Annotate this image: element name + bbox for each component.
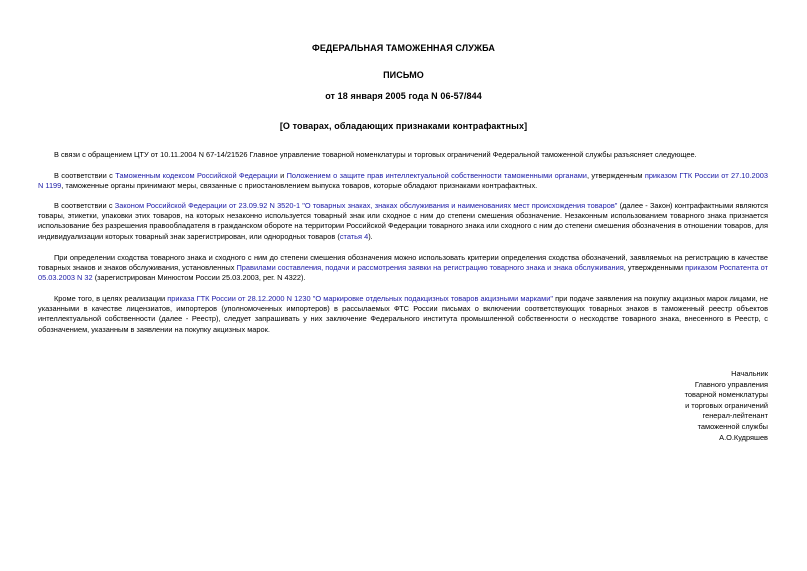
signatory-name: А.О.Кудряшев [719, 432, 768, 442]
link-gtk-order-1230[interactable]: приказа ГТК России от 28.12.2000 N 1230 "О маркировке отдельных подакцизных товаров акцизными марками" [167, 294, 553, 303]
link-article-4[interactable]: статья 4 [339, 231, 369, 241]
document-type: ПИСЬМО [383, 70, 424, 80]
p4-text-3: (зарегистрирован Минюстом России 25.03.2003, рег. N 4322). [92, 273, 306, 283]
signature-line: Главного управления [694, 379, 768, 389]
document-date-number: от 18 января 2005 года N 06-57/844 [325, 91, 482, 101]
paragraph-5 [38, 294, 768, 335]
paragraph-1 [38, 150, 768, 160]
signature-line: товарной номенклатуры [684, 390, 768, 400]
link-trademark-law[interactable]: Законом Российской Федерации от 23.09.92 N 3520-1 "О товарных знаках, знаках обслуживания и наименованиях мест происхождения товаров" [114, 201, 618, 210]
paragraph-1-text: В связи с обращением ЦТУ от 10.11.2004 N 67-14/21526 Главное управление товарной номенклатуры и торговых ограничений Федеральной таможенной службы разъясняет следующее. [54, 150, 697, 159]
signature-line: и торговых ограничений [685, 400, 768, 410]
p2-text-2: и [277, 171, 287, 180]
link-gtk-order-1199[interactable]: приказом ГТК России от 27.10.2003 N 1199 [38, 171, 768, 191]
link-ip-protection-regulation[interactable]: Положением о защите прав интеллектуальной собственности таможенными органами [286, 171, 587, 180]
signature-block [618, 369, 768, 443]
link-customs-code[interactable]: Таможенным кодексом Российской Федерации [115, 171, 278, 180]
p2-text-1: В соответствии с [54, 171, 116, 180]
document-subject: [О товарах, обладающих признаками контрафактных] [279, 121, 528, 131]
p4-text-2: , утвержденными [623, 263, 686, 273]
signature-line: генерал-лейтенант [702, 411, 768, 421]
p5-text-2: при подаче заявления на покупку акцизных марок лицами, не указанными в качестве лицензиатов, импортеров (уполномоченных импортеров) в рассылаемых ФТС России письмах о включении соответствующих товарных знаков в таможенный реестр объектов интеллектуальной собственности (далее - Реестр), следует запрашивать у них заключение Федерального института промышленной собственности о несходстве товарного знака, внесенного в Реестр, с обозначением, указанным в заявлении на покупку акцизных марок. [38, 294, 768, 334]
paragraph-4 [38, 253, 768, 284]
p3-text-3: ). [368, 231, 373, 241]
agency-title: ФЕДЕРАЛЬНАЯ ТАМОЖЕННАЯ СЛУЖБА [312, 43, 495, 53]
paragraph-2 [38, 171, 768, 191]
p2-text-4: , таможенные органы принимают меры, связанные с приостановлением выпуска товаров, которые обладают признаками контрафактных. [61, 181, 538, 191]
p3-text-1: В соответствии с [54, 201, 115, 210]
signature-line: таможенной службы [697, 421, 768, 431]
signature-line: Начальник [731, 369, 768, 378]
p5-text-1: Кроме того, в целях реализации [54, 294, 168, 303]
link-trademark-application-rules[interactable]: Правилами составления, подачи и рассмотрения заявки на регистрацию товарного знака и знака обслуживания [236, 263, 624, 273]
p3-text-2: (далее - Закон) контрафактными являются товары, этикетки, упаковки этих товаров, на которых незаконно используется товарный знак или сходное с ним до степени смешения обозначение. Незаконным использованием товарного знака признается использование без разрешения правообладателя в гражданском обороте на территории Российской Федерации товарного знака или сходного с ним до степени смешения обозначения в отношении товаров, для индивидуализации которых товарный знак зарегистрирован, или однородных товаров ( [38, 201, 768, 241]
link-rospatent-order-32[interactable]: приказом Роспатента от 05.03.2003 N 32 [38, 263, 768, 283]
p2-text-3: , утвержденным [586, 171, 645, 180]
p4-text-1: При определении сходства товарного знака и сходного с ним до степени смешения обозначения можно использовать критерии определения сходства обозначений, заявляемых на регистрацию в качестве товарных знаков и знаков обслуживания, установленных [38, 253, 768, 273]
paragraph-3 [38, 201, 768, 242]
